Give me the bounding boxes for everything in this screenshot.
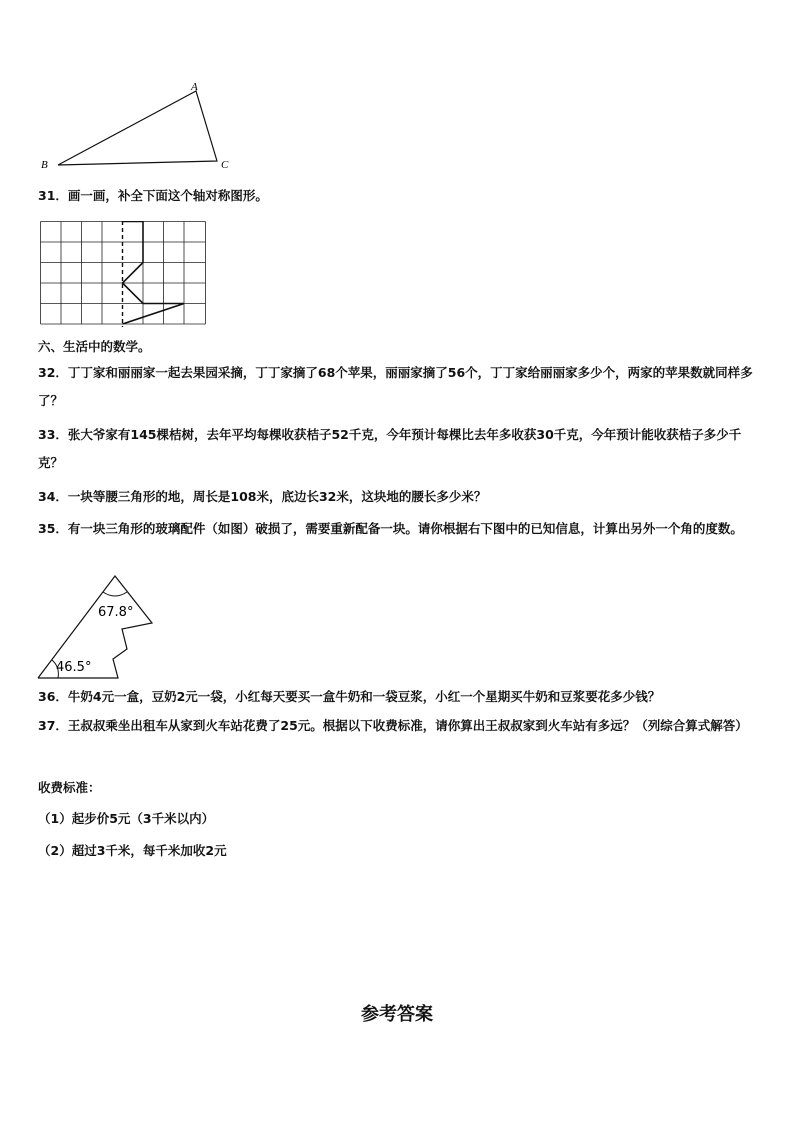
triangle-abc-outline <box>58 91 217 165</box>
question-31: 31．画一画，补全下面这个轴对称图形。 <box>38 188 268 203</box>
question-34: 34．一块等腰三角形的地，周长是108米，底边长32米，这块地的腰长多少米？ <box>38 489 487 504</box>
question-32: 32．丁丁家和丽丽家一起去果园采摘，丁丁家摘了68个苹果，丽丽家摘了56个，丁丁家给丽丽家多少个，两家的苹果数就同样多了？ <box>38 365 753 408</box>
section-6-heading: 六、生活中的数学。 <box>38 339 151 354</box>
vertex-label-b: B <box>41 159 48 171</box>
angle-arc-top <box>103 592 127 596</box>
fee-rule-2: （2）超过3千米，每千米加收2元 <box>38 843 227 858</box>
question-37: 37．王叔叔乘坐出租车从家到火车站花费了25元。根据以下收费标准，请你算出王叔叔家到火车站有多远？（列综合算式解答） <box>38 718 748 733</box>
angle-label-top: 67.8° <box>98 605 134 620</box>
triangle-abc-figure <box>30 75 250 175</box>
answer-section-title: 参考答案 <box>361 1004 433 1025</box>
broken-glass-figure <box>36 574 158 682</box>
fee-title: 收费标准： <box>38 780 101 795</box>
vertex-label-a: A <box>191 81 198 93</box>
question-33: 33．张大爷家有145棵桔树，去年平均每棵收获桔子52千克，今年预计每棵比去年多收获30千克，今年预计能收获桔子多少千克？ <box>38 427 742 470</box>
question-35: 35．有一块三角形的玻璃配件（如图）破损了，需要重新配备一块。请你根据右下图中的已知信息，计算出另外一个角的度数。 <box>38 521 743 536</box>
half-shape <box>123 222 185 325</box>
fee-rule-1: （1）起步价5元（3千米以内） <box>38 811 215 826</box>
question-36: 36．牛奶4元一盒，豆奶2元一袋，小红每天要买一盒牛奶和一袋豆浆，小红一个星期买牛奶和豆浆要花多少钱？ <box>38 689 661 704</box>
symmetry-grid-figure <box>40 221 208 327</box>
angle-label-bottom: 46.5° <box>56 660 92 675</box>
vertex-label-c: C <box>221 159 229 171</box>
